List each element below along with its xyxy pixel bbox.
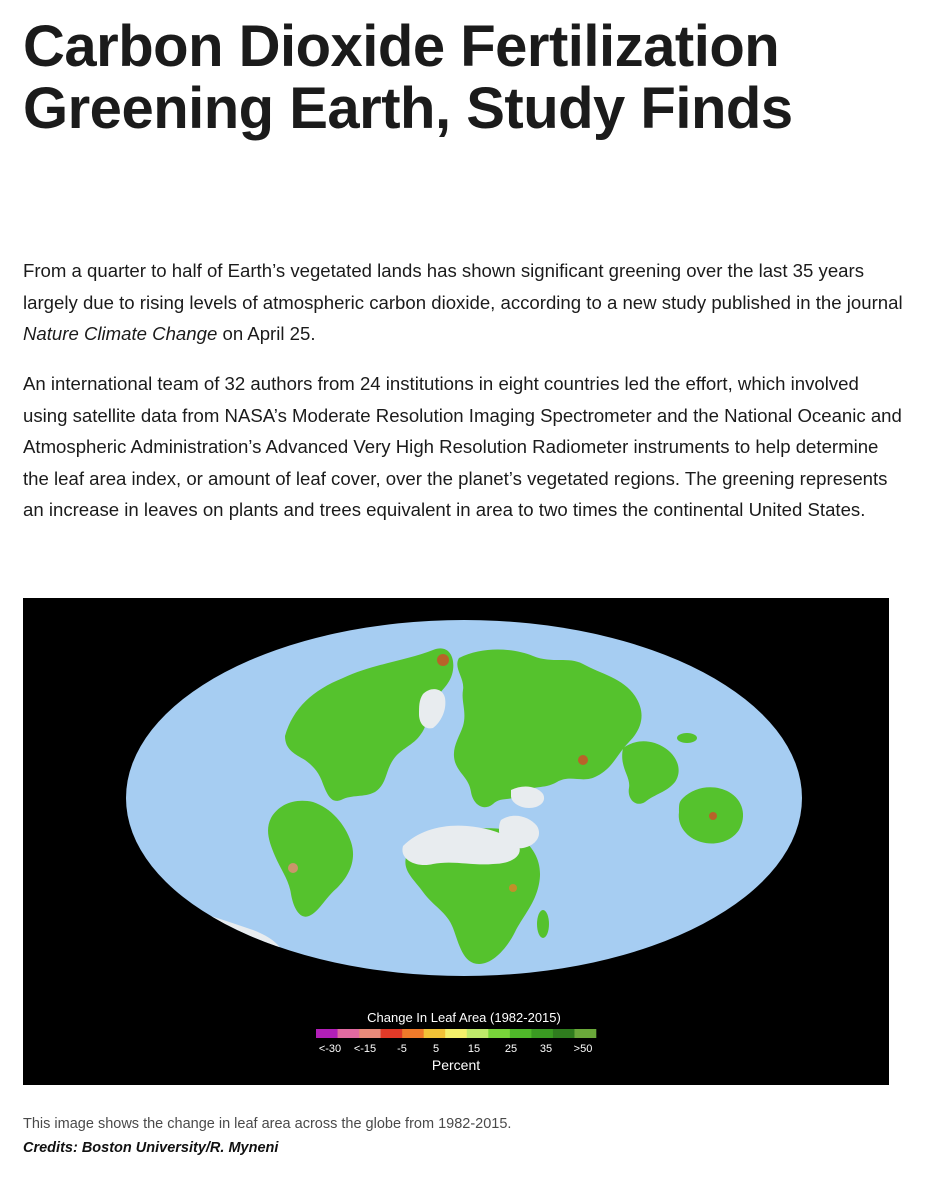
legend-tick-label: >50 <box>573 1043 593 1055</box>
decline-patch <box>288 863 298 873</box>
legend-tick-label: 35 <box>539 1043 553 1055</box>
legend-swatch <box>381 1029 403 1038</box>
legend-swatch <box>424 1029 446 1038</box>
decline-patch <box>437 654 449 666</box>
figure-credits: Credits: Boston University/R. Myneni <box>23 1140 279 1156</box>
title-line-1: Carbon Dioxide Fertilization <box>23 14 780 79</box>
decline-patch <box>709 812 717 820</box>
decline-patch <box>509 884 517 892</box>
article-title <box>23 16 913 140</box>
legend-title: Change In Leaf Area (1982-2015) <box>367 1010 561 1025</box>
legend-tick-label: -5 <box>397 1043 407 1055</box>
legend-swatch <box>488 1029 510 1038</box>
leaf-area-map-figure <box>23 598 889 1085</box>
paragraph-team: An international team of 32 authors from 24 institutions in eight countries led the effort, which involved using satellite data from NASA’s Moderate Resolution Imaging Spectrometer and the National Oceanic and Atmospheric Administration’s Advanced Very High Resolution Radiometer instruments to help determine the leaf area index, or amount of leaf cover, over the planet’s vegetated regions. The greening represents an increase in leaves on plants and trees equivalent in area to two times the continental United States. <box>23 373 902 520</box>
legend-tick-label: 5 <box>432 1043 440 1055</box>
paragraph-intro <box>23 255 903 350</box>
legend-tick-label: 15 <box>467 1043 481 1055</box>
paragraph-intro-text: From a quarter to half of Earth’s vegetated lands has shown significant greening over the last 35 years largely due to rising levels of atmospheric carbon dioxide, according to a new study published in the journal <box>23 260 903 313</box>
madagascar <box>537 910 549 938</box>
legend-swatch <box>402 1029 424 1038</box>
legend-tick-label: 25 <box>504 1043 518 1055</box>
legend-swatch <box>531 1029 553 1038</box>
legend-tick-label: <-30 <box>318 1043 342 1055</box>
japan <box>677 733 697 743</box>
legend-swatch <box>510 1029 532 1038</box>
legend-tick-label: <-15 <box>353 1043 377 1055</box>
leaf-area-map <box>23 598 889 1085</box>
title-line-2: Greening Earth, Study Finds <box>23 76 793 141</box>
legend-unit: Percent <box>431 1057 481 1073</box>
journal-name: Nature Climate Change <box>23 323 218 344</box>
paragraph-intro-tail: on April 25. <box>217 323 316 344</box>
legend-swatch <box>316 1029 338 1038</box>
decline-patch <box>578 755 588 765</box>
figure-caption: This image shows the change in leaf area across the globe from 1982-2015. <box>23 1116 512 1132</box>
legend-swatch <box>467 1029 489 1038</box>
legend-swatch <box>553 1029 575 1038</box>
legend-swatch <box>359 1029 381 1038</box>
legend-swatch <box>445 1029 467 1038</box>
legend-tick-labels <box>319 1043 593 1055</box>
legend-swatch <box>574 1029 596 1038</box>
legend-color-bar <box>316 1029 596 1038</box>
legend-swatch <box>338 1029 360 1038</box>
